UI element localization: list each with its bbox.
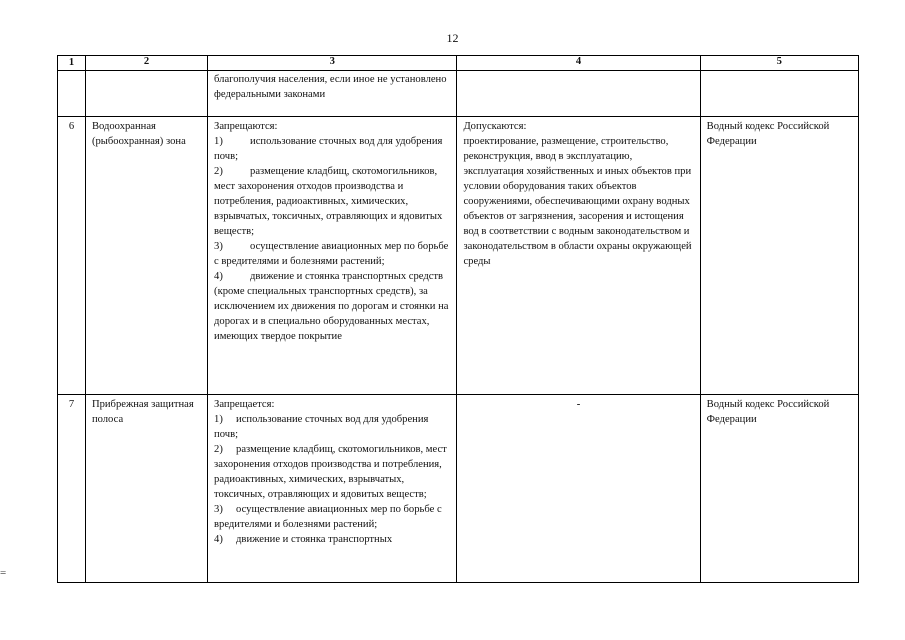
allowed-dash: - [576, 399, 581, 410]
restrictions-title: Запрещаются: [214, 121, 278, 132]
continuation-allowed [457, 71, 700, 117]
restriction-item-number: 4) [214, 271, 223, 282]
header-col-3: 3 [208, 56, 457, 71]
zone-name: Водоохранная (рыбоохранная) зона [85, 117, 207, 395]
table-row [58, 395, 859, 583]
restriction-item-number: 3) [214, 504, 223, 515]
row-number: 6 [58, 117, 86, 395]
restriction-item-text: использование сточных вод для удобрения почв; [214, 414, 432, 440]
zones-table [57, 55, 859, 583]
restriction-item-number: 1) [214, 136, 223, 147]
continuation-text: благополучия населения, если иное не установлено федеральными законами [208, 71, 457, 117]
continuation-zone [85, 71, 207, 117]
restriction-item [214, 239, 450, 269]
restriction-item [214, 532, 450, 547]
restrictions-cell [208, 117, 457, 395]
restriction-item [214, 442, 450, 502]
restriction-item-number: 1) [214, 414, 223, 425]
continuation-row [58, 71, 859, 117]
restriction-item-text: использование сточных вод для удобрения почв; [214, 136, 446, 162]
restriction-item-number: 2) [214, 166, 223, 177]
restriction-item [214, 502, 450, 532]
header-col-1: 1 [58, 56, 86, 71]
header-col-5: 5 [700, 56, 858, 71]
restrictions-title: Запрещается: [214, 399, 275, 410]
restriction-item-text: движение и стоянка транспортных [236, 534, 393, 545]
law-reference: Водный кодекс Российской Федерации [700, 395, 858, 583]
restriction-item-text: осуществление авиационных мер по борьбе с вредителями и болезнями растений; [214, 241, 451, 267]
table-row [58, 117, 859, 395]
continuation-num [58, 71, 86, 117]
header-col-4: 4 [457, 56, 700, 71]
restrictions-cell [208, 395, 457, 583]
restriction-item-text: движение и стоянка транспортных средств (кроме специальных транспортных средств), за исключением их движения по дорогам и стоянки на дорогах и в специально оборудованных местах, имеющих твердое покрытие [214, 271, 452, 342]
zone-name: Прибрежная защитная полоса [85, 395, 207, 583]
restriction-item [214, 134, 450, 164]
restriction-item-number: 4) [214, 534, 223, 545]
restriction-item [214, 412, 450, 442]
restriction-item-number: 3) [214, 241, 223, 252]
restriction-item-text: осуществление авиационных мер по борьбе с вредителями и болезнями растений; [214, 504, 445, 530]
page-number: 12 [446, 31, 459, 45]
restriction-item [214, 164, 450, 239]
side-margin-mark: = [0, 567, 7, 579]
allowed-cell [457, 117, 700, 395]
allowed-text: Допускаются: проектирование, размещение, строительство, реконструкция, ввод в эксплуатацию, эксплуатация хозяйственных и иных объектов при условии оборудования таких объектов сооружениями, обеспечивающими охрану водных объектов от загрязнения, засорения и истощения вод в соответствии с водным законодательством и законодательством в области охраны окружающей среды [463, 121, 692, 267]
header-row [58, 56, 859, 71]
header-col-2: 2 [85, 56, 207, 71]
restriction-item-text: размещение кладбищ, скотомогильников, мест захоронения отходов производства и потребления, радиоактивных, химических, взрывчатых, токсичных, отравляющих и ядовитых веществ; [214, 166, 445, 237]
row-number: 7 [58, 395, 86, 583]
law-reference: Водный кодекс Российской Федерации [700, 117, 858, 395]
allowed-cell [457, 395, 700, 583]
restriction-item [214, 269, 450, 344]
restriction-item-text: размещение кладбищ, скотомогильников, мест захоронения отходов производства и потребления, радиоактивных, химических, взрывчатых, токсичных, отравляющих и ядовитых веществ; [214, 444, 450, 500]
continuation-law [700, 71, 858, 117]
restriction-item-number: 2) [214, 444, 223, 455]
